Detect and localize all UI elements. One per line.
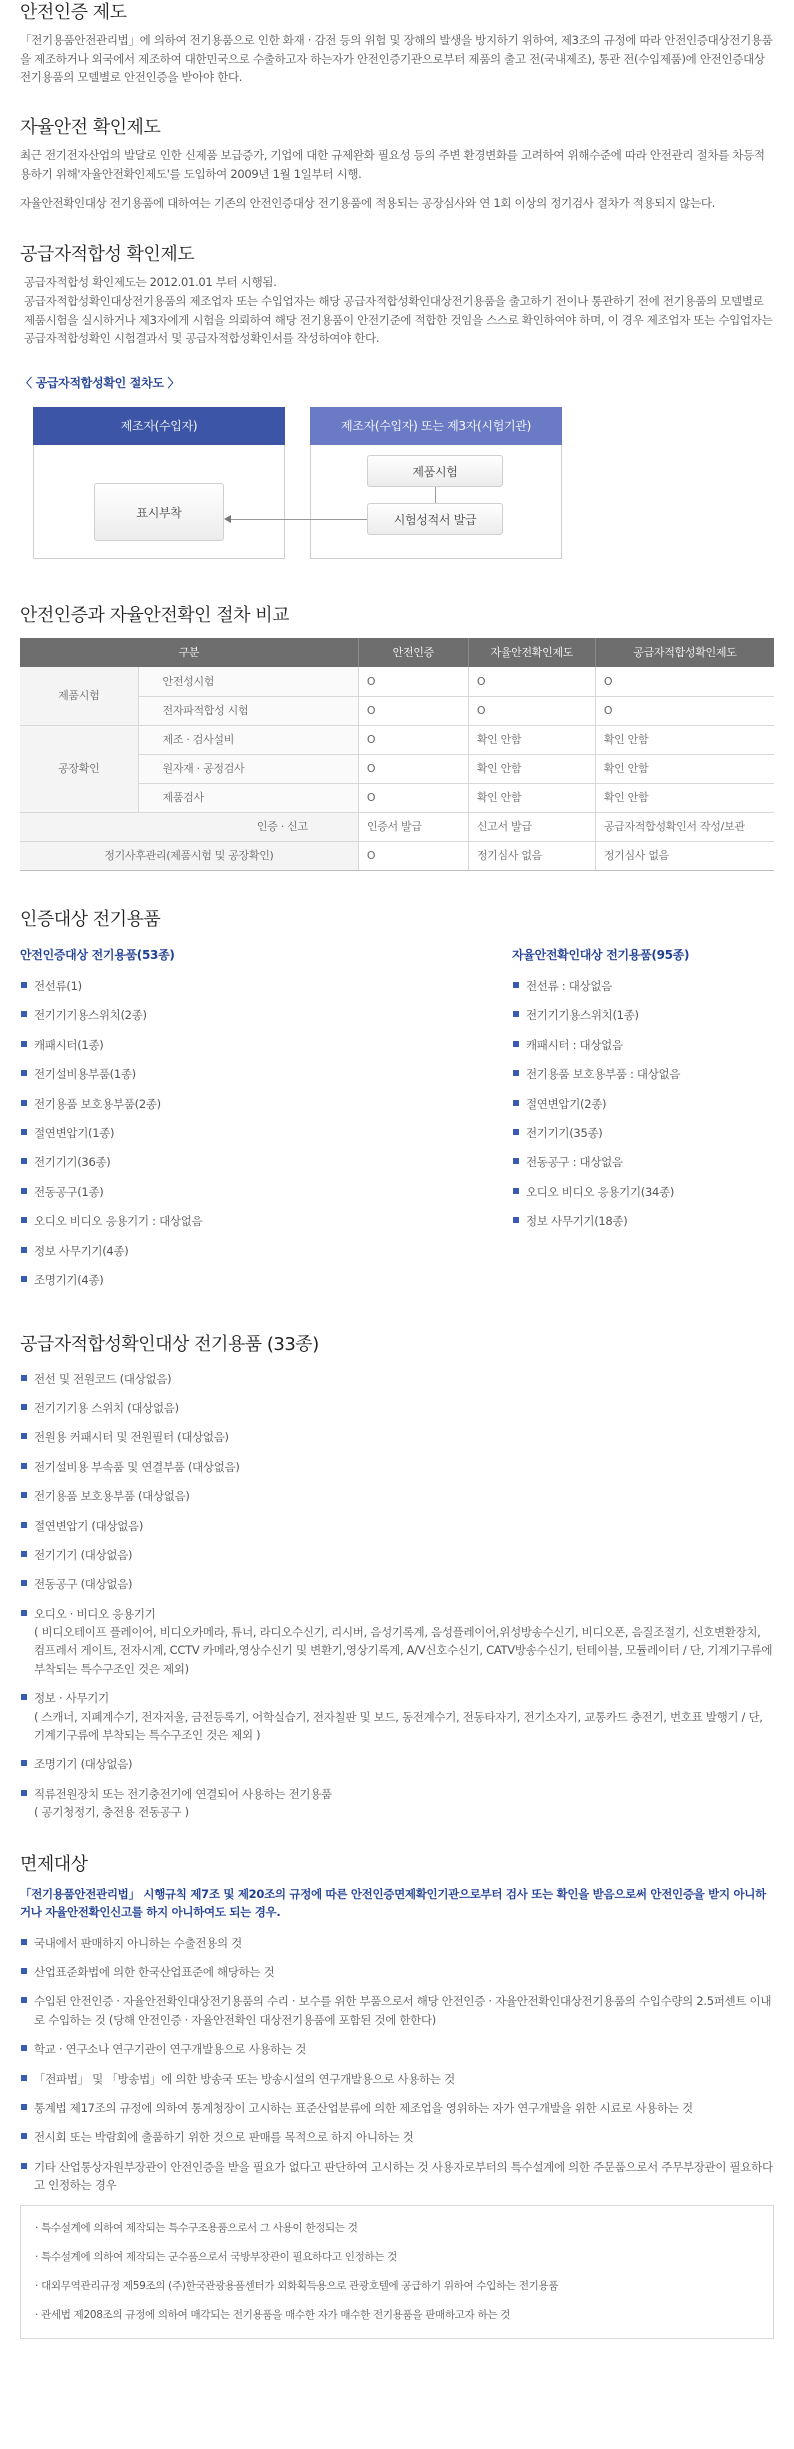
list-item: [20, 1212, 512, 1230]
table-cell: O: [358, 725, 468, 754]
list-item-text: 오디오 비디오 응용기기 : 대상없음: [34, 1214, 203, 1229]
section-title: 공급자적합성확인대상 전기용품 (33종): [20, 1334, 319, 1356]
arrow-left-icon: [224, 515, 231, 523]
table-item-cell: 제조 · 검사설비: [138, 725, 358, 754]
table-header: 구분: [20, 638, 358, 667]
right-list-title: 자율안전확인대상 전기용품(95종): [512, 947, 690, 962]
note-item: · 대외무역관리규정 제59조의 (주)한국관광용품센터가 외화획득용으로 관광호텔에 공급하기 위하여 수입하는 전기용품: [35, 2280, 559, 2293]
section-title: 안전인증과 자율안전확인 절차 비교: [20, 605, 289, 626]
list-item: [512, 1065, 774, 1083]
list-item: [512, 1183, 774, 1201]
list-item-text: 산업표준화법에 의한 한국산업표준에 해당하는 것: [34, 1964, 275, 1979]
list-item-text: 전동공구 (대상없음): [34, 1577, 133, 1592]
table-cell: O: [595, 667, 774, 696]
section-target-products: [20, 907, 774, 1301]
list-item-text: 전동공구 : 대상없음: [526, 1155, 623, 1170]
table-cell: 정기심사 없음: [468, 841, 595, 870]
list-item: [20, 1124, 512, 1142]
bullet-square-icon: [21, 1375, 27, 1381]
list-item: [20, 2070, 774, 2088]
table-cell: O: [358, 696, 468, 725]
table-header: 공급자적합성확인제도: [595, 638, 774, 667]
list-item-text: 「전파법」 및 「방송법」에 의한 방송국 또는 방송시설의 연구개발용으로 사용하는 것: [34, 2071, 455, 2086]
section-paragraph-1: 최근 전기전자산업의 발달로 인한 신제품 보급증가, 기업에 대한 규제완화 필요성 등의 주변 환경변화를 고려하여 위해수준에 따라 안전관리 절차를 차등적용하기 위해'자율안전확인제도'를 도입하여 2009년 1월 1일부터 시행.: [20, 148, 765, 181]
bullet-square-icon: [21, 1276, 27, 1282]
list-item: [20, 1992, 774, 2029]
table-header-row: [20, 638, 774, 667]
note-item: · 관세법 제208조의 규정에 의하여 매각되는 전기용품을 매수한 자가 매수한 전기용품을 판매하고자 하는 것: [35, 2308, 511, 2321]
list-item: [512, 1212, 774, 1230]
bullet-square-icon: [513, 1158, 519, 1164]
note-item: · 특수설계에 의하여 제작되는 군수품으로서 국방부장관이 필요하다고 인정하는 것: [35, 2251, 397, 2264]
table-header: 자율안전확인제도: [468, 638, 595, 667]
procedure-title: 〈 공급자적합성확인 절차도 〉: [20, 375, 180, 390]
section-self-check: [20, 115, 774, 212]
list-item: [20, 977, 512, 995]
list-item: [20, 1242, 512, 1260]
bullet-square-icon: [21, 2045, 27, 2051]
list-item: [20, 1183, 512, 1201]
bullet-square-icon: [21, 1041, 27, 1047]
section-comparison: [20, 603, 774, 871]
bullet-square-icon: [21, 1694, 27, 1700]
table-cell: O: [595, 696, 774, 725]
list-item: [20, 1934, 774, 1952]
list-item-text: 전기기기(36종): [34, 1155, 111, 1170]
table-cell: O: [358, 754, 468, 783]
list-item: [20, 1605, 774, 1679]
bullet-square-icon: [21, 1011, 27, 1017]
bullet-square-icon: [513, 1188, 519, 1194]
list-item: [20, 1689, 774, 1744]
table-item-cell: 안전성시험: [138, 667, 358, 696]
table-cell: 확인 안함: [468, 754, 595, 783]
table-group-cell: 공장확인: [20, 725, 138, 812]
section-title: 안전인증 제도: [20, 2, 127, 23]
list-item-text: 기타 산업통상자원부장관이 안전인증을 받을 필요가 없다고 판단하여 고시하는 것 사용자로부터의 특수설계에 의한 주문품으로서 주무부장관이 필요하다고 인정하는 경우: [34, 2159, 773, 2193]
list-item-text: 조명기기 (대상없음): [34, 1757, 133, 1772]
list-item: [20, 2099, 774, 2117]
bullet-square-icon: [21, 1760, 27, 1766]
table-item-cell: 제품검사: [138, 783, 358, 812]
table-item-cell: 전자파적합성 시험: [138, 696, 358, 725]
bullet-square-icon: [21, 1939, 27, 1945]
list-item-text: 전기기기용 스위치 (대상없음): [34, 1400, 179, 1415]
list-item-text: 전기기기(35종): [526, 1126, 603, 1141]
list-item: [512, 1095, 774, 1113]
list-item-text: 전기용품 보호용부품 : 대상없음: [526, 1067, 681, 1082]
list-item-text: 전선류(1): [34, 979, 82, 994]
bullet-square-icon: [513, 1129, 519, 1135]
bullet-square-icon: [21, 1551, 27, 1557]
section-supplier-conformity: [20, 242, 774, 573]
list-item: [20, 1428, 774, 1446]
list-item-text: 전기기기용스위치(2종): [34, 1008, 147, 1023]
list-item: [20, 1517, 774, 1535]
list-item: [20, 2128, 774, 2146]
list-item-text: 정보 · 사무기기: [34, 1691, 109, 1706]
list-item-text: 전시회 또는 박람회에 출품하기 위한 것으로 판매를 목적으로 하지 아니하는 것: [34, 2130, 414, 2145]
step-issue-report: 시험성적서 발급: [367, 503, 503, 535]
left-column: [20, 946, 512, 1300]
step-product-test: 제품시험: [367, 455, 503, 487]
list-item: [20, 1006, 512, 1024]
bullet-square-icon: [21, 1217, 27, 1223]
list-item: [512, 1124, 774, 1142]
bullet-square-icon: [21, 1997, 27, 2003]
table-header: 안전인증: [358, 638, 468, 667]
list-item: [20, 1755, 774, 1773]
bullet-square-icon: [21, 1968, 27, 1974]
list-item: [20, 1546, 774, 1564]
exemption-intro: 「전기용품안전관리법」 시행규칙 제7조 및 제20조의 규정에 따른 안전인증면제확인기관으로부터 검사 또는 확인을 받음으로써 안전인증을 받지 아니하거나 자율안전확인신고를 하지 아니하여도 되는 경우.: [20, 1886, 766, 1920]
bullet-square-icon: [21, 2104, 27, 2110]
list-item-text: 절연변압기(1종): [34, 1126, 115, 1141]
table-cell: O: [358, 783, 468, 812]
list-item: [20, 2040, 774, 2058]
table-cell: 인증서 발급: [358, 812, 468, 841]
list-item: [20, 1095, 512, 1113]
two-column-lists: [20, 946, 774, 1300]
section-exemptions: [20, 1852, 774, 2339]
section-paragraph-2: 자율안전확인대상 전기용품에 대하여는 기존의 안전인증대상 전기용품에 적용되는 공장심사와 연 1회 이상의 정기검사 절차가 적용되지 않는다.: [20, 195, 716, 210]
section-title: 공급자적합성 확인제도: [20, 244, 195, 266]
bullet-square-icon: [21, 1492, 27, 1498]
list-item: [512, 1153, 774, 1171]
list-item-text: 전기용품 보호용부품 (대상없음): [34, 1489, 190, 1504]
list-item-text: 전기용품 보호용부품(2종): [34, 1096, 161, 1111]
bullet-square-icon: [513, 1217, 519, 1223]
list-item-detail: ( 스캐너, 지폐계수기, 전자저울, 금전등록기, 어학실습기, 전자칠판 및 보드, 동전계수기, 전동타자기, 전기소자기, 교통카드 충전기, 번호표 발행기 / 단, 기계기구류에 부착되는 특수구조인 것은 제외 ): [34, 1709, 763, 1743]
supplier-product-list: [20, 1370, 774, 1822]
bullet-square-icon: [21, 2163, 27, 2169]
table-cell: O: [468, 667, 595, 696]
list-item-detail: ( 공기청정기, 충전용 전동공구 ): [34, 1805, 189, 1820]
list-item: [20, 1785, 774, 1822]
exemption-list: [20, 1934, 774, 2195]
bullet-square-icon: [513, 982, 519, 988]
section-paragraph-1: 공급자적합성 확인제도는 2012.01.01 부터 시행됨.: [24, 275, 277, 290]
section-body: 「전기용품안전관리법」에 의하여 전기용품으로 인한 화재 · 감전 등의 위험 및 장해의 발생을 방지하기 위하여, 제3조의 규정에 따라 안전인증대상전기용품을 제조하거나 외국에서 제조하여 대한민국으로 수출하고자 하는자가 안전인증기관으로부터 제품의 출고 전(국내제조), 통관 전(수입제품)에 안전인증대상전기용품의 모델별로 안전인증을 받아야 한다.: [20, 33, 773, 85]
list-item-text: 오디오 · 비디오 응용기기: [34, 1606, 156, 1621]
table-group-cell: 제품시험: [20, 667, 138, 725]
bullet-square-icon: [21, 1129, 27, 1135]
bullet-square-icon: [513, 1070, 519, 1076]
bullet-square-icon: [513, 1011, 519, 1017]
list-item-text: 국내에서 판매하지 아니하는 수출전용의 것: [34, 1935, 242, 1950]
procedure-diagram: [20, 403, 774, 573]
list-item-text: 캐패시터(1종): [34, 1037, 104, 1052]
list-item-text: 절연변압기(2종): [526, 1096, 607, 1111]
list-item-text: 전기기기용스위치(1종): [526, 1008, 639, 1023]
list-item-text: 전기기기 (대상없음): [34, 1547, 133, 1562]
table-row: [20, 812, 774, 841]
table-cell: O: [358, 667, 468, 696]
table-cell: 확인 안함: [468, 783, 595, 812]
table-row: [20, 725, 774, 754]
table-item-cell: 원자재 · 공정검사: [138, 754, 358, 783]
list-item: [20, 1065, 512, 1083]
table-cell: 공급자적합성확인서 작성/보관: [595, 812, 774, 841]
bullet-square-icon: [21, 1247, 27, 1253]
list-item: [20, 2158, 774, 2195]
left-list: [20, 977, 512, 1289]
list-item: [20, 1575, 774, 1593]
list-item: [512, 977, 774, 995]
table-cell: 확인 안함: [468, 725, 595, 754]
table-cell: 확인 안함: [595, 725, 774, 754]
bullet-square-icon: [21, 1433, 27, 1439]
list-item-text: 정보 사무기기(18종): [526, 1214, 628, 1229]
comparison-table: [20, 638, 774, 871]
list-item: [20, 1153, 512, 1171]
bullet-square-icon: [21, 1463, 27, 1469]
list-item: [20, 1370, 774, 1388]
section-title: 자율안전 확인제도: [20, 117, 161, 139]
list-item-text: 조명기기(4종): [34, 1272, 104, 1287]
left-column-header: 제조자(수입자): [33, 407, 285, 445]
list-item-text: 직류전원장치 또는 전기충전기에 연결되어 사용하는 전기용품: [34, 1786, 332, 1801]
section-supplier-products: [20, 1332, 774, 1821]
list-item-text: 절연변압기 (대상없음): [34, 1518, 144, 1533]
list-item-text: 전원용 커패시터 및 전원필터 (대상없음): [34, 1430, 229, 1445]
table-row-label: 정기사후관리(제품시험 및 공장확인): [20, 841, 358, 870]
list-item-text: 전선 및 전원코드 (대상없음): [34, 1371, 172, 1386]
bullet-square-icon: [21, 2075, 27, 2081]
list-item: [20, 1399, 774, 1417]
list-item-text: 수입된 안전인증 · 자율안전확인대상전기용품의 수리 · 보수를 위한 부품으로서 해당 안전인증 · 자율안전확인대상전기용품의 수입수량의 2.5퍼센트 이내로 수입하는 것 (당해 안전인증 · 자율안전확인 대상전기용품에 포함된 것에 한한다): [34, 1994, 772, 2027]
bullet-square-icon: [21, 982, 27, 988]
section-safety-cert: [20, 0, 774, 87]
bullet-square-icon: [21, 1580, 27, 1586]
bullet-square-icon: [513, 1041, 519, 1047]
right-list: [512, 977, 774, 1231]
list-item: [20, 1458, 774, 1476]
list-item-detail: ( 비디오테이프 플레이어, 비디오카메라, 튜너, 라디오수신기, 리시버, 음성기록계, 음성플레이어,위성방송수신기, 비디오폰, 음질조절기, 신호변환장치, 컴프레서 게이트, 전자시계, CCTV 카메라,영상수신기 및 변환기,영상기록계, A/V신호수신기, CATV방송수신기, 턴테이블, 모듈레이터 / 단, 기계기구류에 부착되는 특수구조인 것은 제외): [34, 1625, 773, 1676]
bullet-square-icon: [21, 1610, 27, 1616]
left-list-title: 안전인증대상 전기용품(53종): [20, 947, 175, 962]
list-item-text: 캐패시터 : 대상없음: [526, 1037, 623, 1052]
list-item-text: 학교 · 연구소나 연구기관이 연구개발용으로 사용하는 것: [34, 2042, 307, 2057]
note-item: · 특수설계에 의하여 제작되는 특수구조용품으로서 그 사용이 한정되는 것: [35, 2222, 358, 2235]
list-item: [20, 1487, 774, 1505]
list-item-text: 통계법 제17조의 규정에 의하여 통계청장이 고시하는 표준산업분류에 의한 제조업을 영위하는 자가 연구개발을 위한 시료로 사용하는 것: [34, 2100, 693, 2115]
step-label-attach: 표시부착: [94, 483, 224, 541]
table-cell: O: [358, 841, 468, 870]
section-paragraph-2: 공급자적합성확인대상전기용품의 제조업자 또는 수입업자는 해당 공급자적합성확인대상전기용품을 출고하기 전이나 통관하기 전에 전기용품의 모델별로 제품시험을 실시하거나 제3자에게 시험을 의뢰하여 해당 전기용품이 안전기준에 적합한 것임을 스스로 확인하여야 하며, 이 경우 제조업자 또는 수입업자는 공급자적합성확인 시험결과서 및 공급자적합성확인서를 작성하여야 한다.: [24, 293, 773, 346]
bullet-square-icon: [21, 1522, 27, 1528]
table-cell: 신고서 발급: [468, 812, 595, 841]
right-column-header: 제조자(수입자) 또는 제3자(시험기관): [310, 407, 562, 445]
table-row-label: 인증 · 신고: [20, 812, 358, 841]
section-title: 면제대상: [20, 1853, 88, 1875]
list-item: [20, 1036, 512, 1054]
table-cell: O: [468, 696, 595, 725]
bullet-square-icon: [21, 1158, 27, 1164]
list-item-text: 정보 사무기기(4종): [34, 1243, 129, 1258]
bullet-square-icon: [513, 1100, 519, 1106]
bullet-square-icon: [21, 1404, 27, 1410]
list-item-text: 오디오 비디오 응용기기(34종): [526, 1184, 675, 1199]
list-item-text: 전기설비용부품(1종): [34, 1067, 136, 1082]
list-item-text: 전동공구(1종): [34, 1184, 104, 1199]
list-item: [20, 1963, 774, 1981]
table-cell: 확인 안함: [595, 754, 774, 783]
connector-line: [435, 487, 436, 503]
arrow-line: [230, 519, 367, 520]
list-item: [512, 1036, 774, 1054]
table-row: [20, 667, 774, 696]
list-item: [20, 1271, 512, 1289]
table-cell: 확인 안함: [595, 783, 774, 812]
bullet-square-icon: [21, 1070, 27, 1076]
exemption-note-list: [35, 2214, 759, 2329]
bullet-square-icon: [21, 1100, 27, 1106]
bullet-square-icon: [21, 1790, 27, 1796]
exemption-note-box: [20, 2205, 774, 2338]
list-item: [512, 1006, 774, 1024]
bullet-square-icon: [21, 1188, 27, 1194]
bullet-square-icon: [21, 2133, 27, 2139]
list-item-text: 전기설비용 부속품 및 연결부품 (대상없음): [34, 1459, 240, 1474]
table-cell: 정기심사 없음: [595, 841, 774, 870]
table-row: [20, 841, 774, 870]
right-column: [512, 946, 774, 1300]
section-title: 인증대상 전기용품: [20, 908, 161, 930]
list-item-text: 전선류 : 대상없음: [526, 979, 612, 994]
